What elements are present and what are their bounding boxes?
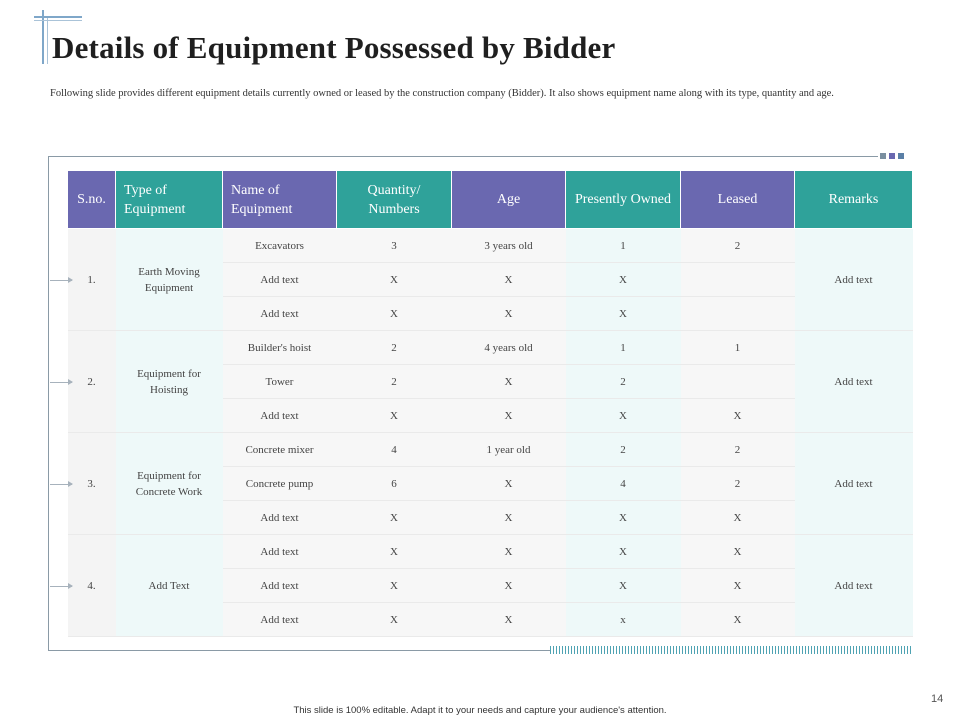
cell-name: Add text <box>223 569 337 603</box>
cell-quantity: 2 <box>337 331 452 365</box>
cell-leased: 2 <box>681 229 795 263</box>
cell-age: X <box>452 297 566 331</box>
cell-age: 3 years old <box>452 229 566 263</box>
cell-leased: X <box>681 569 795 603</box>
cell-quantity: 6 <box>337 467 452 501</box>
cell-name: Tower <box>223 365 337 399</box>
header-type: Type of Equipment <box>116 171 223 229</box>
cell-age: X <box>452 569 566 603</box>
sno-label: 3. <box>87 477 96 490</box>
cell-age: X <box>452 365 566 399</box>
title-accent-bar-inner <box>34 20 82 21</box>
cell-owned: X <box>566 535 681 569</box>
cell-name: Concrete mixer <box>223 433 337 467</box>
cell-age: X <box>452 603 566 637</box>
cell-leased: X <box>681 603 795 637</box>
table-header-row <box>68 171 913 229</box>
header-sno: S.no. <box>68 171 116 229</box>
sno-label: 2. <box>87 375 96 388</box>
cell-age: 4 years old <box>452 331 566 365</box>
cell-leased: 2 <box>681 467 795 501</box>
header-age: Age <box>452 171 566 229</box>
footer-note: This slide is 100% editable. Adapt it to your needs and capture your audience's attention. <box>293 705 667 716</box>
title-accent-bar <box>34 16 82 18</box>
cell-sno <box>68 535 116 637</box>
header-owned: Presently Owned <box>566 171 681 229</box>
cell-quantity: 2 <box>337 365 452 399</box>
table-row <box>68 433 913 467</box>
hatch-decoration <box>550 646 912 654</box>
cell-age: X <box>452 535 566 569</box>
frame-dots-decoration <box>880 153 904 159</box>
arrow-right-icon <box>50 586 72 587</box>
dot-square <box>880 153 886 159</box>
table-row <box>68 535 913 569</box>
cell-leased <box>681 297 795 331</box>
arrow-right-icon <box>50 280 72 281</box>
cell-sno <box>68 331 116 433</box>
page-number: 14 <box>931 693 944 705</box>
cell-age: X <box>452 399 566 433</box>
cell-quantity: X <box>337 297 452 331</box>
cell-remarks: Add text <box>795 535 913 637</box>
cell-leased: X <box>681 501 795 535</box>
cell-quantity: X <box>337 569 452 603</box>
cell-owned: X <box>566 399 681 433</box>
cell-name: Add text <box>223 501 337 535</box>
cell-quantity: X <box>337 501 452 535</box>
title-accent-line-inner <box>47 18 48 64</box>
header-name: Name of Equipment <box>223 171 337 229</box>
cell-leased: 1 <box>681 331 795 365</box>
equipment-table <box>67 170 913 637</box>
cell-sno <box>68 229 116 331</box>
cell-remarks: Add text <box>795 433 913 535</box>
cell-type: Add Text <box>116 535 223 637</box>
cell-leased: X <box>681 399 795 433</box>
cell-age: X <box>452 501 566 535</box>
cell-type: Earth Moving Equipment <box>116 229 223 331</box>
cell-quantity: X <box>337 399 452 433</box>
cell-remarks: Add text <box>795 331 913 433</box>
cell-owned: 2 <box>566 433 681 467</box>
cell-owned: 1 <box>566 229 681 263</box>
cell-age: 1 year old <box>452 433 566 467</box>
cell-owned: 2 <box>566 365 681 399</box>
cell-owned: 4 <box>566 467 681 501</box>
cell-owned: X <box>566 297 681 331</box>
cell-name: Add text <box>223 399 337 433</box>
arrow-right-icon <box>50 382 72 383</box>
cell-owned: X <box>566 501 681 535</box>
page-title: Details of Equipment Possessed by Bidder <box>52 30 616 65</box>
cell-age: X <box>452 467 566 501</box>
cell-type: Equipment for Hoisting <box>116 331 223 433</box>
cell-owned: 1 <box>566 331 681 365</box>
table-row <box>68 229 913 263</box>
cell-owned: X <box>566 569 681 603</box>
cell-leased <box>681 263 795 297</box>
cell-quantity: X <box>337 603 452 637</box>
cell-name: Excavators <box>223 229 337 263</box>
cell-name: Add text <box>223 535 337 569</box>
arrow-right-icon <box>50 484 72 485</box>
cell-age: X <box>452 263 566 297</box>
cell-quantity: 3 <box>337 229 452 263</box>
cell-leased <box>681 365 795 399</box>
header-remarks: Remarks <box>795 171 913 229</box>
cell-owned: X <box>566 263 681 297</box>
cell-name: Builder's hoist <box>223 331 337 365</box>
cell-sno <box>68 433 116 535</box>
cell-quantity: 4 <box>337 433 452 467</box>
cell-leased: 2 <box>681 433 795 467</box>
header-leased: Leased <box>681 171 795 229</box>
title-accent-line <box>42 10 44 64</box>
frame-left-line <box>48 156 49 651</box>
cell-name: Add text <box>223 603 337 637</box>
table-row <box>68 331 913 365</box>
cell-leased: X <box>681 535 795 569</box>
page-subtitle: Following slide provides different equipment details currently owned or leased by the construction company (Bidder). It also shows equipment name along with its type, quantity and age. <box>50 88 834 99</box>
frame-top-line <box>48 156 878 157</box>
cell-remarks: Add text <box>795 229 913 331</box>
cell-type: Equipment for Concrete Work <box>116 433 223 535</box>
cell-quantity: X <box>337 263 452 297</box>
dot-square <box>889 153 895 159</box>
sno-label: 4. <box>87 579 96 592</box>
cell-name: Concrete pump <box>223 467 337 501</box>
frame-bottom-line <box>48 650 550 651</box>
cell-name: Add text <box>223 263 337 297</box>
header-quantity: Quantity/ Numbers <box>337 171 452 229</box>
sno-label: 1. <box>87 273 96 286</box>
cell-owned: x <box>566 603 681 637</box>
table-body <box>68 229 913 637</box>
dot-square <box>898 153 904 159</box>
cell-name: Add text <box>223 297 337 331</box>
cell-quantity: X <box>337 535 452 569</box>
